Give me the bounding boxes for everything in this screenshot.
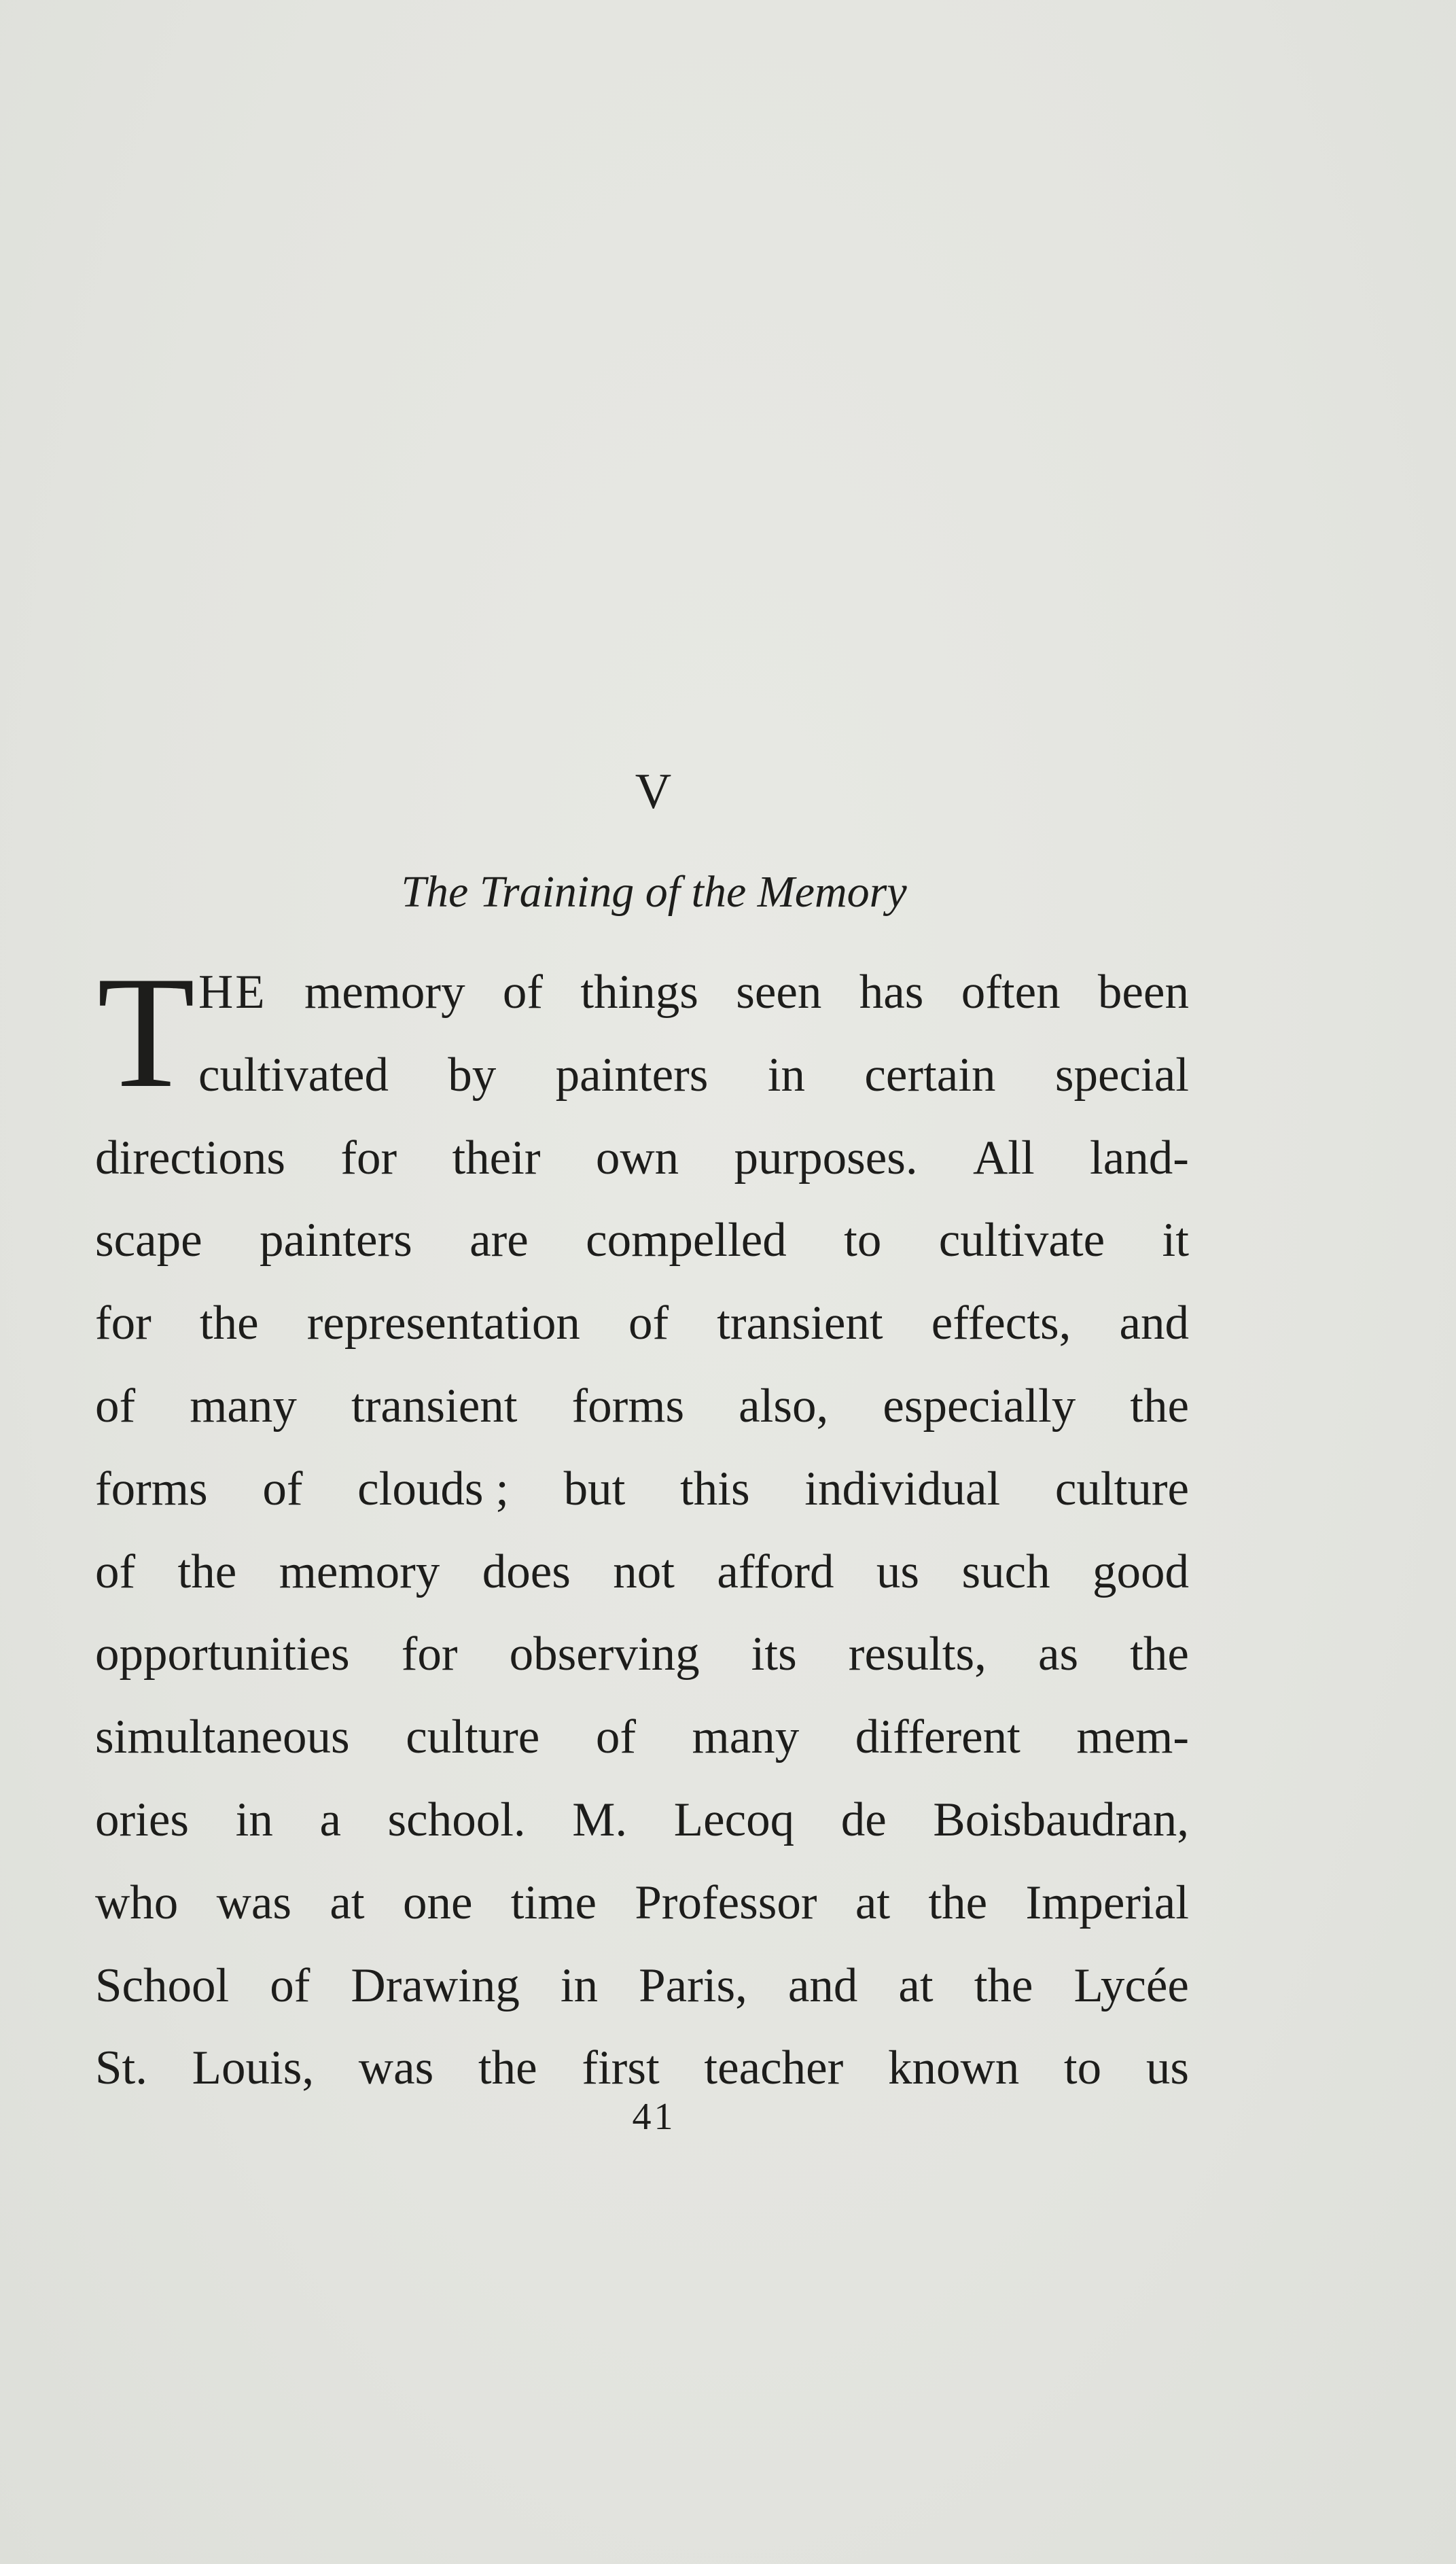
word: special (1054, 1048, 1189, 1102)
page-number: 41 (632, 2096, 676, 2138)
text-line (95, 1282, 1189, 1365)
word: de (840, 1793, 887, 1846)
word: in (560, 1959, 599, 2012)
word: to (844, 1214, 882, 1267)
word: often (961, 966, 1061, 1019)
word: not (613, 1545, 675, 1598)
word: Lycée (1073, 1959, 1189, 2012)
word: and (787, 1959, 858, 2012)
word: the (974, 1959, 1033, 2012)
word: forms (571, 1379, 685, 1433)
text-line (198, 1034, 1189, 1117)
word: mem- (1076, 1710, 1189, 1764)
word: Imperial (1025, 1876, 1189, 1929)
chapter-title: The Training of the Memory (401, 867, 907, 917)
word: are (469, 1214, 529, 1267)
word: at (898, 1959, 934, 2012)
word: simultaneous (95, 1710, 350, 1764)
word: M. (572, 1793, 628, 1846)
word: seen (736, 966, 822, 1019)
word: been (1097, 966, 1189, 1019)
text-line (95, 1696, 1189, 1779)
body-text (95, 944, 1189, 2110)
word: memory (279, 1545, 440, 1598)
word: its (751, 1628, 797, 1681)
word: cultivate (938, 1214, 1105, 1267)
text-line (95, 1945, 1189, 2028)
word: many (692, 1710, 800, 1764)
text-line (95, 1199, 1189, 1282)
word: many (190, 1379, 297, 1433)
word: individual (804, 1462, 1001, 1515)
word: at (855, 1876, 891, 1929)
word: the (1130, 1379, 1189, 1433)
text-line (95, 1531, 1189, 1614)
word: who (95, 1876, 179, 1929)
word: land- (1090, 1131, 1189, 1184)
text-line (95, 1779, 1189, 1862)
word: results, (848, 1628, 987, 1681)
word: to (1063, 2041, 1102, 2095)
word: by (448, 1048, 497, 1102)
word: especially (883, 1379, 1076, 1433)
word: the (478, 2041, 537, 2095)
word: the (1130, 1628, 1189, 1681)
word: in (767, 1048, 805, 1102)
text-line (95, 1365, 1189, 1448)
word: School (95, 1959, 230, 2012)
word: at (330, 1876, 365, 1929)
word: painters (555, 1048, 709, 1102)
word: directions (95, 1131, 285, 1184)
word: this (680, 1462, 750, 1515)
word: painters (260, 1214, 412, 1267)
word: the (199, 1297, 259, 1350)
word: purposes. (734, 1131, 918, 1184)
word: as (1037, 1628, 1079, 1681)
word: their (452, 1131, 541, 1184)
word: culture (406, 1710, 540, 1764)
word: a (319, 1793, 341, 1846)
word: representation (306, 1297, 580, 1350)
text-line (95, 1613, 1189, 1696)
word: opportunities (95, 1628, 350, 1681)
word: transient (717, 1297, 883, 1350)
word: such (961, 1545, 1050, 1598)
word: of (270, 1959, 310, 2012)
word: own (595, 1131, 679, 1184)
word: compelled (586, 1214, 787, 1267)
word: does (482, 1545, 571, 1598)
word: of (95, 1545, 136, 1598)
word: but (563, 1462, 626, 1515)
word: transient (351, 1379, 518, 1433)
word: the (177, 1545, 237, 1598)
word: first (582, 2041, 660, 2095)
word: Lecoq (673, 1793, 795, 1846)
word: certain (864, 1048, 996, 1102)
word: Paris, (639, 1959, 747, 2012)
word: All (972, 1131, 1035, 1184)
word: afford (717, 1545, 834, 1598)
word: and (1119, 1297, 1189, 1350)
word: the (928, 1876, 988, 1929)
drop-cap: T (96, 944, 196, 1121)
word: in (235, 1793, 273, 1846)
word: was (358, 2041, 434, 2095)
word: culture (1054, 1462, 1189, 1515)
word: scape (95, 1214, 202, 1267)
word: school. (387, 1793, 526, 1846)
word: ories (95, 1793, 190, 1846)
word: us (876, 1545, 920, 1598)
word: effects, (931, 1297, 1071, 1350)
word: Boisbaudran, (933, 1793, 1189, 1846)
word: HE (198, 966, 267, 1019)
word: us (1146, 2041, 1189, 2095)
word: it (1162, 1214, 1189, 1267)
word: cultivated (198, 1048, 389, 1102)
word: teacher (704, 2041, 844, 2095)
word: of (628, 1297, 669, 1350)
word: of (262, 1462, 303, 1515)
word: was (216, 1876, 292, 1929)
word: of (595, 1710, 636, 1764)
word: St. (95, 2041, 147, 2095)
word: for (401, 1628, 458, 1681)
word: memory (304, 966, 465, 1019)
word: Louis, (192, 2041, 315, 2095)
word: clouds ; (357, 1462, 509, 1515)
word: different (855, 1710, 1020, 1764)
word: time (510, 1876, 597, 1929)
text-line (95, 1117, 1189, 1200)
word: has (859, 966, 924, 1019)
word: for (340, 1131, 397, 1184)
word: one (402, 1876, 473, 1929)
word: forms (95, 1462, 208, 1515)
text-line (198, 951, 1189, 1034)
word: also, (739, 1379, 829, 1433)
word: of (95, 1379, 136, 1433)
word: observing (509, 1628, 700, 1681)
chapter-number: V (635, 764, 673, 820)
word: known (887, 2041, 1020, 2095)
text-line (95, 1862, 1189, 1945)
word: Professor (635, 1876, 817, 1929)
word: of (502, 966, 544, 1019)
text-lines (95, 944, 1189, 2110)
word: for (95, 1297, 152, 1350)
word: good (1093, 1545, 1189, 1598)
text-line (95, 1448, 1189, 1531)
word: Drawing (351, 1959, 520, 2012)
word: things (580, 966, 698, 1019)
